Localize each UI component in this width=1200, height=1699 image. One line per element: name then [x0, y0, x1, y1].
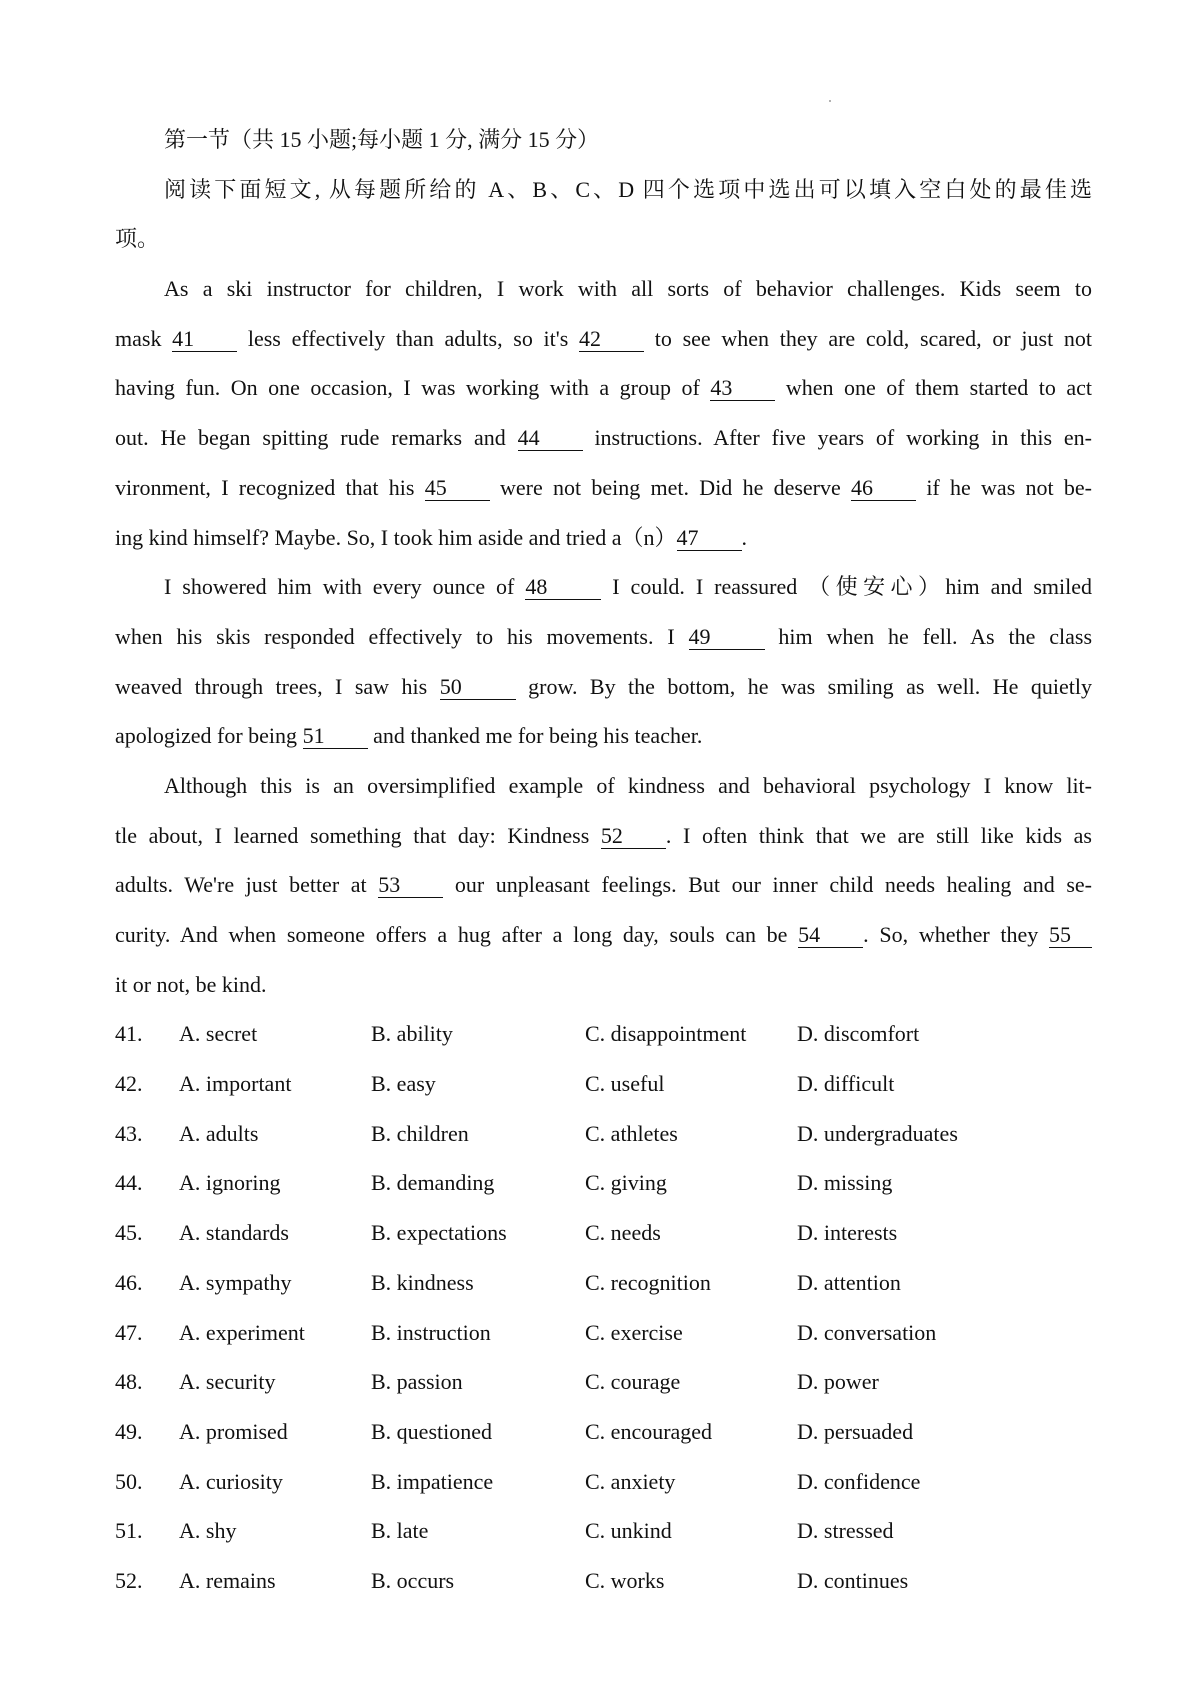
instructions-line-2: 项。 — [115, 226, 160, 252]
passage-text: to see when they are cold, scared, or just not — [644, 325, 1093, 351]
passage-text: vironment, I recognized that his — [115, 474, 425, 500]
option-d: D. power — [797, 1369, 879, 1395]
passage-text: and thanked me for being his teacher. — [367, 723, 703, 749]
option-b: B. expectations — [371, 1220, 507, 1246]
blank-45: 45 — [425, 476, 490, 501]
option-d: D. discomfort — [797, 1021, 920, 1047]
passage-line — [115, 264, 1092, 314]
passage-text: tle about, I learned something that day: Kindness — [115, 822, 601, 848]
question-number: 52. — [115, 1567, 143, 1593]
blank-52: 52 — [601, 824, 666, 849]
question-46 — [115, 1258, 1092, 1308]
option-a: A. curiosity — [179, 1468, 283, 1494]
option-d: D. undergraduates — [797, 1120, 958, 1146]
passage-line — [115, 662, 1092, 712]
option-a: A. sympathy — [179, 1269, 292, 1295]
blank-49: 49 — [689, 625, 765, 650]
question-number: 49. — [115, 1418, 143, 1444]
section-header: 第一节（共 15 小题;每小题 1 分, 满分 15 分） — [164, 127, 600, 152]
option-d: D. continues — [797, 1567, 909, 1593]
blank-50: 50 — [440, 675, 516, 700]
option-c: C. courage — [585, 1369, 681, 1395]
passage-line — [115, 612, 1092, 662]
passage-line — [115, 363, 1092, 413]
passage-text: . I often think that we are still like kids as — [665, 822, 1092, 848]
blank-55: 55 — [1049, 923, 1092, 948]
blank-41: 41 — [172, 327, 237, 352]
option-c: C. anxiety — [585, 1468, 676, 1494]
passage-paragraph-3 — [115, 761, 1092, 1009]
option-b: B. ability — [371, 1021, 453, 1047]
option-c: C. recognition — [585, 1269, 711, 1295]
option-b: B. instruction — [371, 1319, 491, 1345]
option-d: D. interests — [797, 1220, 898, 1246]
blank-51: 51 — [303, 724, 368, 749]
page-content — [115, 115, 1092, 1606]
passage-line — [115, 413, 1092, 463]
passage-text: . So, whether they — [863, 922, 1050, 947]
question-47 — [115, 1308, 1092, 1358]
question-51 — [115, 1506, 1092, 1556]
question-49 — [115, 1407, 1092, 1457]
passage-text: our unpleasant feelings. But our inner child needs healing and se- — [443, 872, 1093, 898]
option-a: A. adults — [179, 1120, 259, 1146]
passage-line — [115, 860, 1092, 910]
passage-line — [115, 463, 1092, 513]
question-number: 51. — [115, 1518, 143, 1544]
question-41 — [115, 1009, 1092, 1059]
passage-line — [115, 711, 1092, 761]
passage-text: apologized for being — [115, 723, 303, 749]
passage-line — [115, 761, 1092, 811]
option-d: D. conversation — [797, 1319, 937, 1345]
passage-text: adults. We're just better at — [115, 872, 379, 898]
option-b: B. late — [371, 1518, 429, 1544]
question-number: 48. — [115, 1369, 143, 1395]
question-number: 46. — [115, 1269, 143, 1295]
question-42 — [115, 1059, 1092, 1109]
passage-text: when one of them started to act — [775, 375, 1092, 401]
stray-dot — [829, 100, 831, 102]
passage-line — [115, 960, 1092, 1010]
passage-paragraph-1 — [115, 264, 1092, 562]
option-c: C. giving — [585, 1170, 667, 1196]
option-c: C. works — [585, 1567, 665, 1593]
question-48 — [115, 1357, 1092, 1407]
passage-text: having fun. On one occasion, I was working with a group of — [115, 375, 711, 401]
blank-44: 44 — [518, 426, 583, 451]
option-a: A. remains — [179, 1567, 276, 1593]
option-a: A. experiment — [179, 1319, 305, 1345]
option-a: A. standards — [179, 1220, 289, 1246]
option-b: B. occurs — [371, 1567, 455, 1593]
option-d: D. persuaded — [797, 1418, 914, 1444]
question-45 — [115, 1208, 1092, 1258]
passage-line — [115, 513, 1092, 563]
option-a: A. ignoring — [179, 1170, 281, 1196]
question-44 — [115, 1158, 1092, 1208]
passage-text: . — [741, 524, 748, 550]
option-a: A. promised — [179, 1418, 288, 1444]
question-number: 43. — [115, 1120, 143, 1146]
option-c: C. disappointment — [585, 1021, 747, 1047]
option-c: C. unkind — [585, 1518, 672, 1544]
option-d: D. difficult — [797, 1071, 895, 1097]
question-number: 45. — [115, 1220, 143, 1246]
passage-text: him when he fell. As the class — [764, 623, 1092, 649]
question-52 — [115, 1556, 1092, 1606]
passage-text: Although this is an oversimplified example of kindness and behavioral psychology I know lit- — [164, 772, 1092, 798]
question-number: 44. — [115, 1170, 143, 1196]
passage-text: were not being met. Did he deserve — [489, 474, 852, 500]
question-number: 50. — [115, 1468, 143, 1494]
blank-53: 53 — [378, 873, 443, 898]
option-d: D. stressed — [797, 1518, 894, 1544]
option-b: B. questioned — [371, 1418, 492, 1444]
passage-line — [115, 314, 1092, 364]
passage-text: out. He began spitting rude remarks and — [115, 425, 518, 451]
option-c: C. useful — [585, 1071, 665, 1097]
passage-text: curity. And when someone offers a hug after a long day, souls can be — [115, 922, 799, 947]
passage-paragraph-2 — [115, 562, 1092, 761]
passage-text: I showered him with every ounce of — [164, 574, 526, 600]
option-c: C. athletes — [585, 1120, 678, 1146]
passage-line — [115, 562, 1092, 612]
option-d: D. confidence — [797, 1468, 921, 1494]
blank-46: 46 — [851, 476, 916, 501]
option-b: B. children — [371, 1120, 469, 1146]
passage-text: less effectively than adults, so it's — [237, 325, 580, 351]
passage-text: grow. By the bottom, he was smiling as well. He quietly — [515, 673, 1092, 699]
option-c: C. exercise — [585, 1319, 683, 1345]
question-list — [115, 1009, 1092, 1605]
option-b: B. impatience — [371, 1468, 494, 1494]
option-b: B. demanding — [371, 1170, 495, 1196]
question-43 — [115, 1109, 1092, 1159]
passage-text: As a ski instructor for children, I work with all sorts of behavior challenges. Kids seem to — [164, 276, 1092, 302]
passage-text: when his skis responded effectively to his movements. I — [115, 623, 689, 649]
instructions-line-1: 阅读下面短文, 从每题所给的 A、B、C、D 四个选项中选出可以填入空白处的最佳选 — [164, 176, 1092, 202]
option-c: C. needs — [585, 1220, 661, 1246]
question-number: 47. — [115, 1319, 143, 1345]
option-d: D. attention — [797, 1269, 901, 1295]
option-c: C. encouraged — [585, 1418, 713, 1444]
option-a: A. important — [179, 1071, 292, 1097]
blank-54: 54 — [798, 923, 863, 948]
passage-text: if he was not be- — [916, 474, 1092, 500]
option-a: A. shy — [179, 1518, 237, 1544]
option-a: A. security — [179, 1369, 276, 1395]
passage-text: mask — [115, 325, 173, 351]
question-number: 42. — [115, 1071, 143, 1097]
passage-line — [115, 811, 1092, 861]
blank-43: 43 — [710, 376, 775, 401]
option-b: B. easy — [371, 1071, 436, 1097]
passage-text: it or not, be kind. — [115, 971, 267, 997]
question-50 — [115, 1457, 1092, 1507]
passage-text: I could. I reassured （使安心）him and smiled — [601, 574, 1092, 600]
question-number: 41. — [115, 1021, 143, 1047]
passage-text: instructions. After five years of working in this en- — [582, 425, 1092, 451]
blank-42: 42 — [579, 327, 644, 352]
passage-text: weaved through trees, I saw his — [115, 673, 440, 699]
option-b: B. kindness — [371, 1269, 474, 1295]
option-b: B. passion — [371, 1369, 463, 1395]
passage-text: ing kind himself? Maybe. So, I took him aside and tried a（n） — [115, 524, 677, 550]
option-a: A. secret — [179, 1021, 258, 1047]
blank-47: 47 — [677, 526, 742, 551]
passage-line — [115, 910, 1092, 960]
blank-48: 48 — [525, 575, 601, 600]
option-d: D. missing — [797, 1170, 893, 1196]
